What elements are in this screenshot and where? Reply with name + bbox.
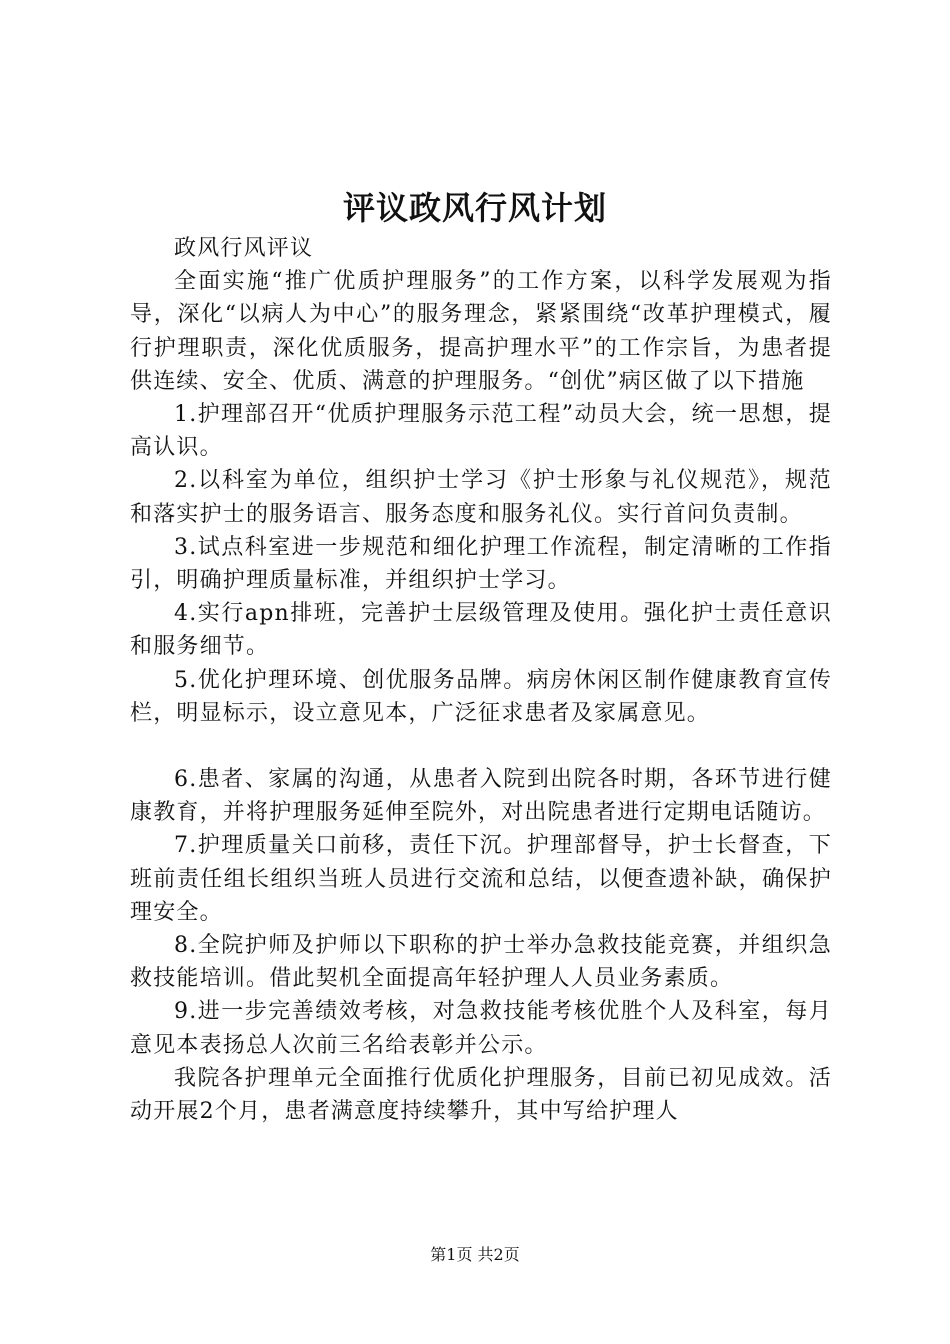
paragraph-item-2: 2.以科室为单位，组织护士学习《护士形象与礼仪规范》，规范和落实护士的服务语言、服务态度和服务礼仪。实行首问负责制。: [130, 468, 832, 527]
paragraph-heading: 政风行风评议: [174, 236, 314, 261]
paragraph-item-1: 1.护理部召开“优质护理服务示范工程”动员大会，统一思想，提高认识。: [130, 402, 832, 461]
paragraph-item-7: 7.护理质量关口前移，责任下沉。护理部督导，护士长督查，下班前责任组长组织当班人员进行交流和总结，以便查遗补缺，确保护理安全。: [130, 833, 832, 925]
paragraph-item-9: 9.进一步完善绩效考核，对急救技能考核优胜个人及科室，每月意见本表扬总人次前三名给表彰并公示。: [130, 999, 832, 1058]
paragraph-item-3: 3.试点科室进一步规范和细化护理工作流程，制定清晰的工作指引，明确护理质量标准，并组织护士学习。: [130, 534, 832, 594]
paragraph-item-8: 8.全院护师及护师以下职称的护士举办急救技能竞赛，并组织急救技能培训。借此契机全面提高年轻护理人人员业务素质。: [130, 933, 832, 992]
document-title: 评议政风行风计划: [342, 189, 607, 227]
document-body: [130, 232, 832, 1128]
paragraph-item-6: 6.患者、家属的沟通，从患者入院到出院各时期，各环节进行健康教育，并将护理服务延伸至院外，对出院患者进行定期电话随访。: [130, 767, 832, 826]
paragraph-intro: 全面实施“推广优质护理服务”的工作方案，以科学发展观为指导，深化“以病人为中心”的服务理念，紧紧围绕“改革护理模式，履行护理职责，深化优质服务，提高护理水平”的工作宗旨，为患者提供连续、安全、优质、满意的护理服务。“创优”病区做了以下措施: [130, 269, 832, 394]
paragraph-conclusion: 我院各护理单元全面推行优质化护理服务，目前已初见成效。活动开展2个月，患者满意度持续攀升，其中写给护理人: [130, 1065, 832, 1125]
page-footer: 第1页 共2页: [430, 1245, 520, 1264]
paragraph-item-5: 5.优化护理环境、创优服务品牌。病房休闲区制作健康教育宣传栏，明显标示，设立意见本，广泛征求患者及家属意见。: [130, 667, 832, 726]
paragraph-item-4: 4.实行apn排班，完善护士层级管理及使用。强化护士责任意识和服务细节。: [130, 601, 832, 660]
